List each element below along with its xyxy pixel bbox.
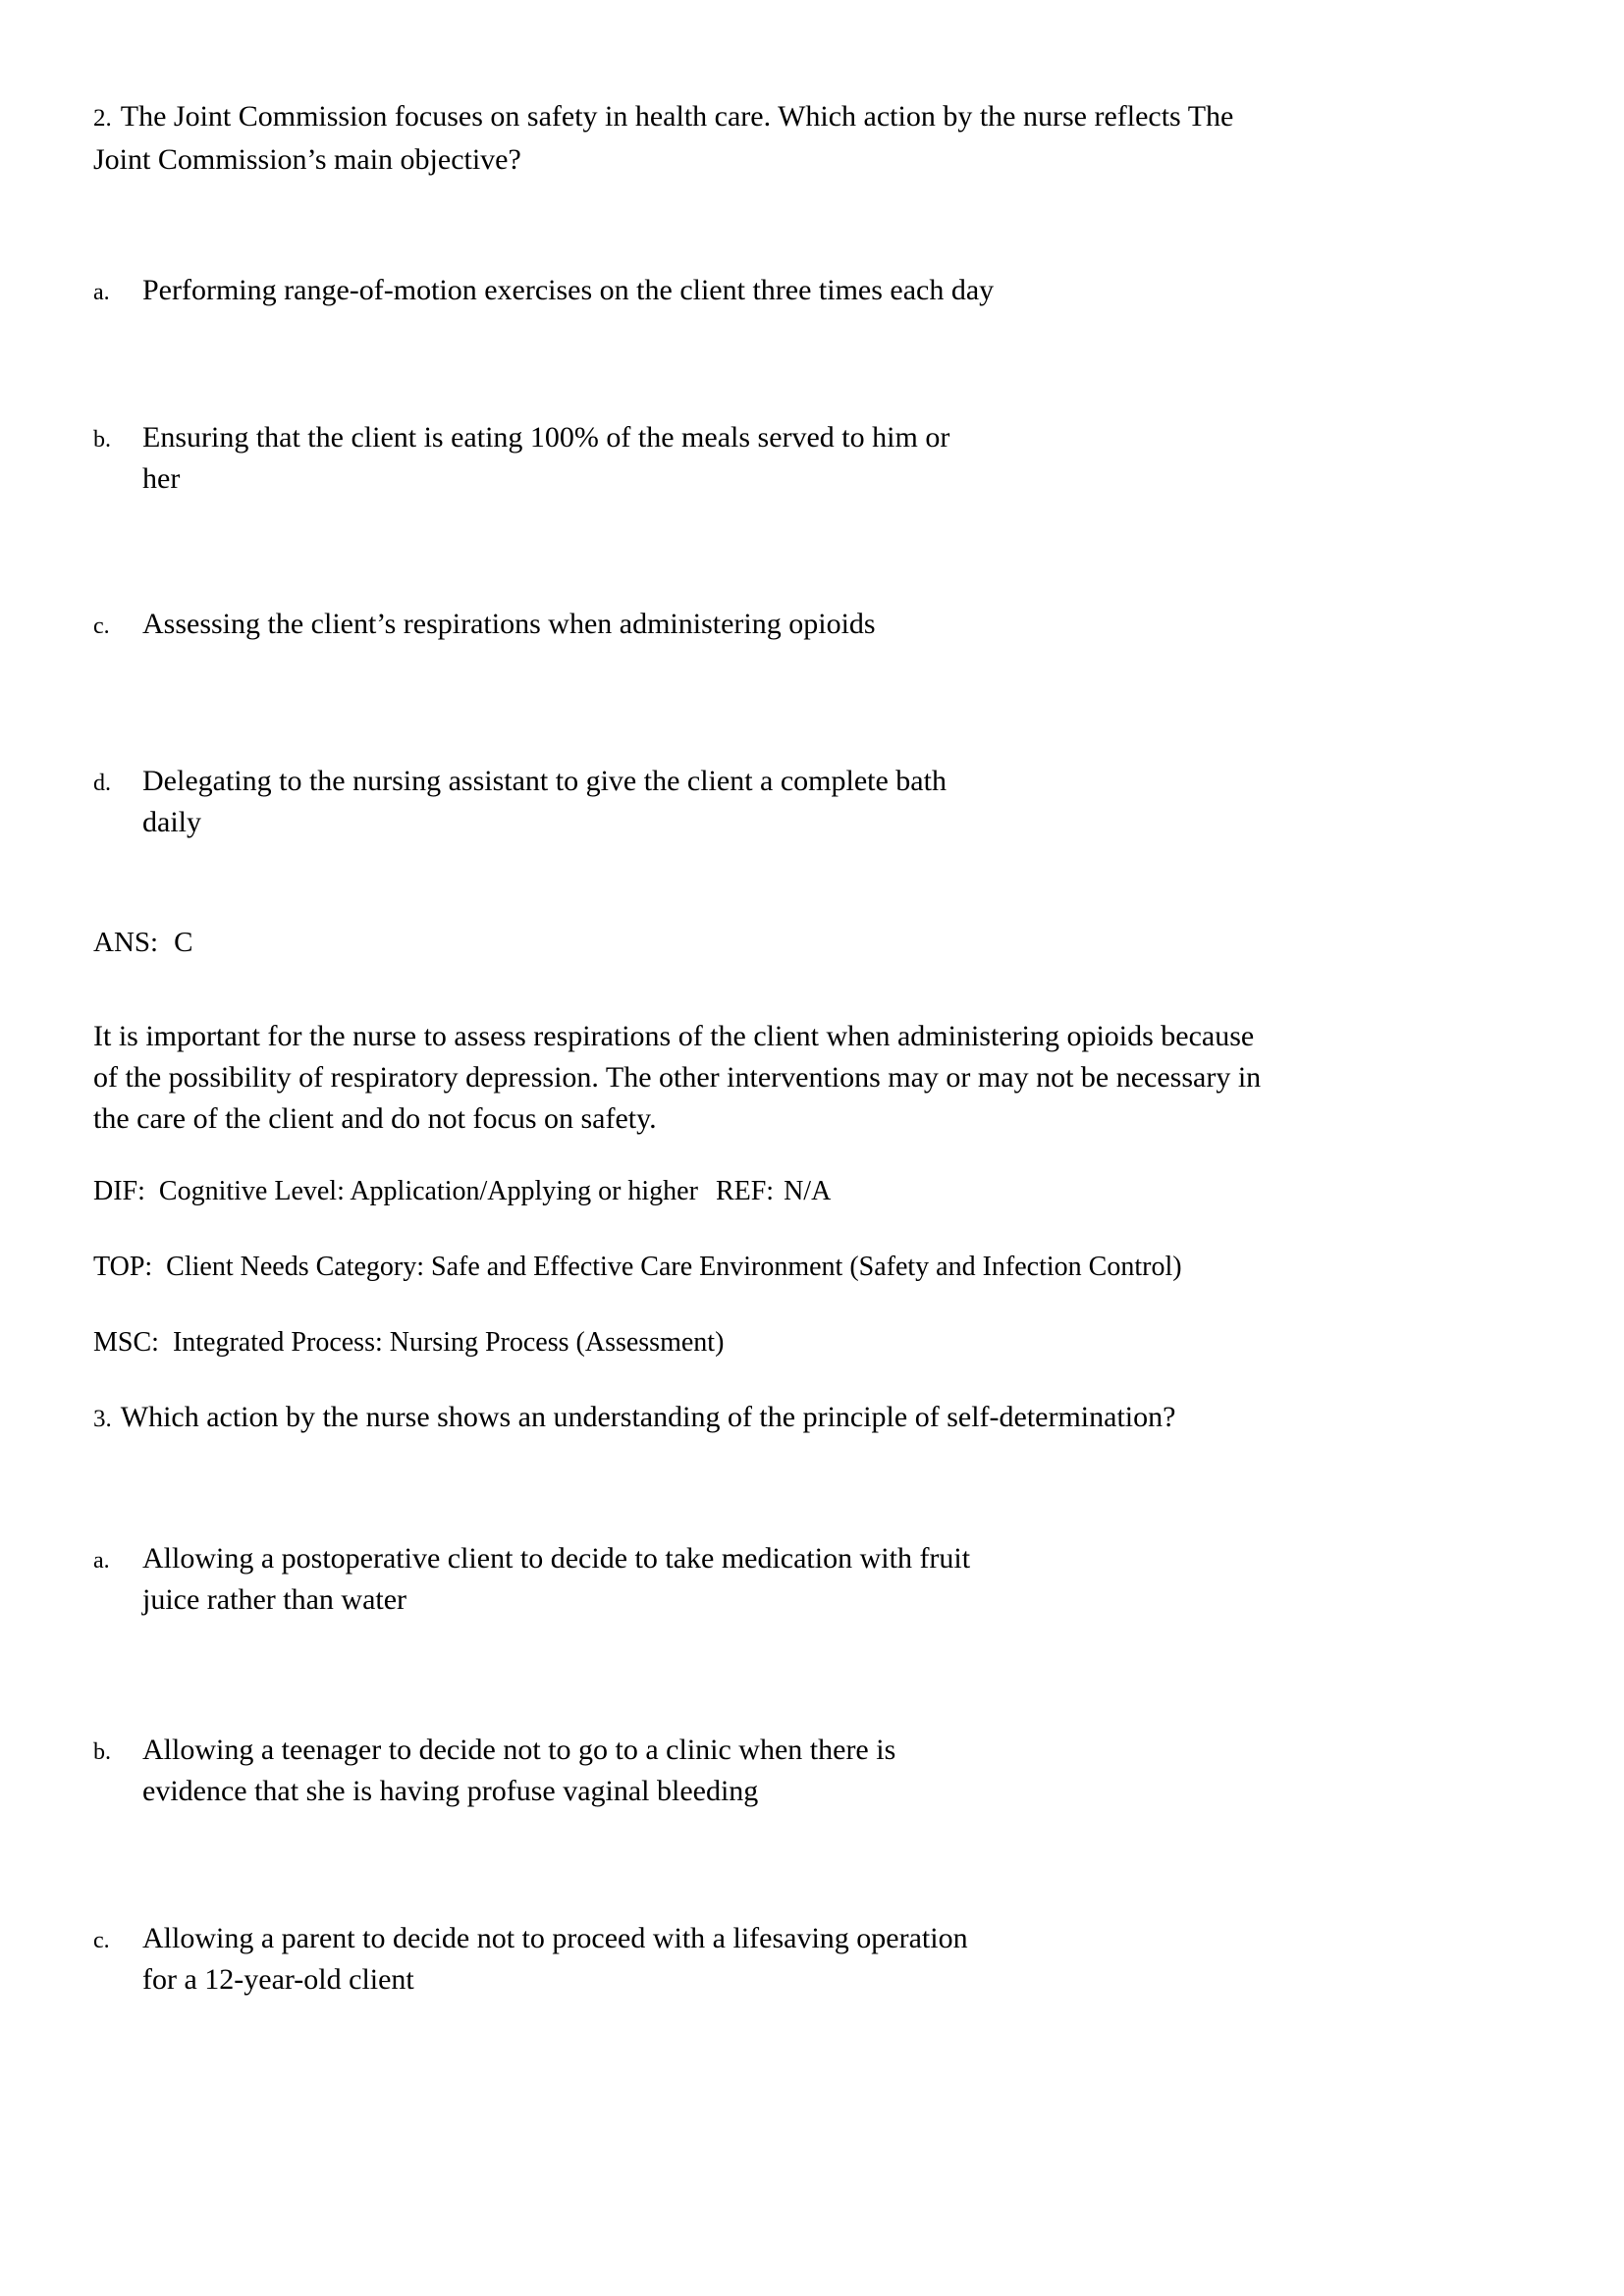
question-3-text: Which action by the nurse shows an understanding of the principle of self-determination? bbox=[120, 1401, 1176, 1433]
option-text: Performing range-of-motion exercises on the client three times each day bbox=[142, 274, 995, 306]
question-2-number: 2. bbox=[93, 105, 112, 132]
dif-text: Cognitive Level: Application/Applying or higher bbox=[158, 1176, 698, 1206]
option-letter: d. bbox=[93, 771, 111, 796]
option-text: Allowing a teenager to decide not to go to a clinic when there is evidence that she is having profuse vaginal bleeding bbox=[142, 1734, 896, 1807]
answer-value: C bbox=[174, 927, 193, 958]
question-2-option-a bbox=[93, 270, 1565, 311]
question-2-rationale: It is important for the nurse to assess respirations of the client when administering opioids because of the possibility of respiratory depression. The other interventions may or may not be necessary in the care of the client and do not focus on safety. bbox=[93, 1020, 1262, 1135]
ref-label: REF: bbox=[715, 1176, 775, 1206]
option-letter: b. bbox=[93, 427, 111, 453]
ref-group bbox=[716, 1176, 831, 1206]
question-2-answer-line bbox=[93, 923, 1565, 962]
option-letter: c. bbox=[93, 1928, 110, 1953]
option-letter: a. bbox=[93, 280, 110, 305]
question-2-option-b bbox=[93, 417, 1565, 500]
question-2 bbox=[93, 96, 1565, 181]
ref-value: N/A bbox=[784, 1176, 832, 1206]
option-text: Delegating to the nursing assistant to give the client a complete bath daily bbox=[142, 765, 947, 838]
option-letter: b. bbox=[93, 1739, 111, 1765]
question-2-msc-line bbox=[93, 1323, 1565, 1362]
option-text: Allowing a parent to decide not to proceed with a lifesaving operation for a 12-year-old client bbox=[142, 1922, 968, 1996]
top-text: Client Needs Category: Safe and Effective Care Environment (Safety and Infection Control) bbox=[166, 1252, 1182, 1282]
question-3-number: 3. bbox=[93, 1406, 112, 1432]
answer-label: ANS: bbox=[93, 927, 159, 958]
top-label: TOP: bbox=[93, 1252, 153, 1282]
question-3-option-b bbox=[93, 1730, 1565, 1812]
option-text: Assessing the client’s respirations when administering opioids bbox=[142, 608, 876, 640]
option-text: Allowing a postoperative client to decide to take medication with fruit juice rather than water bbox=[142, 1542, 971, 1616]
option-text: Ensuring that the client is eating 100% of the meals served to him or her bbox=[142, 421, 950, 495]
question-3-option-c bbox=[93, 1918, 1565, 2001]
question-3-option-a bbox=[93, 1538, 1565, 1621]
option-letter: c. bbox=[93, 614, 110, 639]
question-2-dif-line bbox=[93, 1172, 1565, 1211]
option-letter: a. bbox=[93, 1548, 110, 1574]
msc-label: MSC: bbox=[93, 1327, 159, 1358]
question-2-text: The Joint Commission focuses on safety in health care. Which action by the nurse reflects The Joint Commission’s main objective? bbox=[93, 100, 1234, 176]
question-3 bbox=[93, 1397, 1565, 1440]
question-2-option-d bbox=[93, 761, 1565, 843]
dif-label: DIF: bbox=[93, 1176, 145, 1206]
msc-text: Integrated Process: Nursing Process (Assessment) bbox=[172, 1327, 725, 1358]
question-2-top-line bbox=[93, 1248, 1565, 1287]
question-2-option-c bbox=[93, 604, 1565, 645]
